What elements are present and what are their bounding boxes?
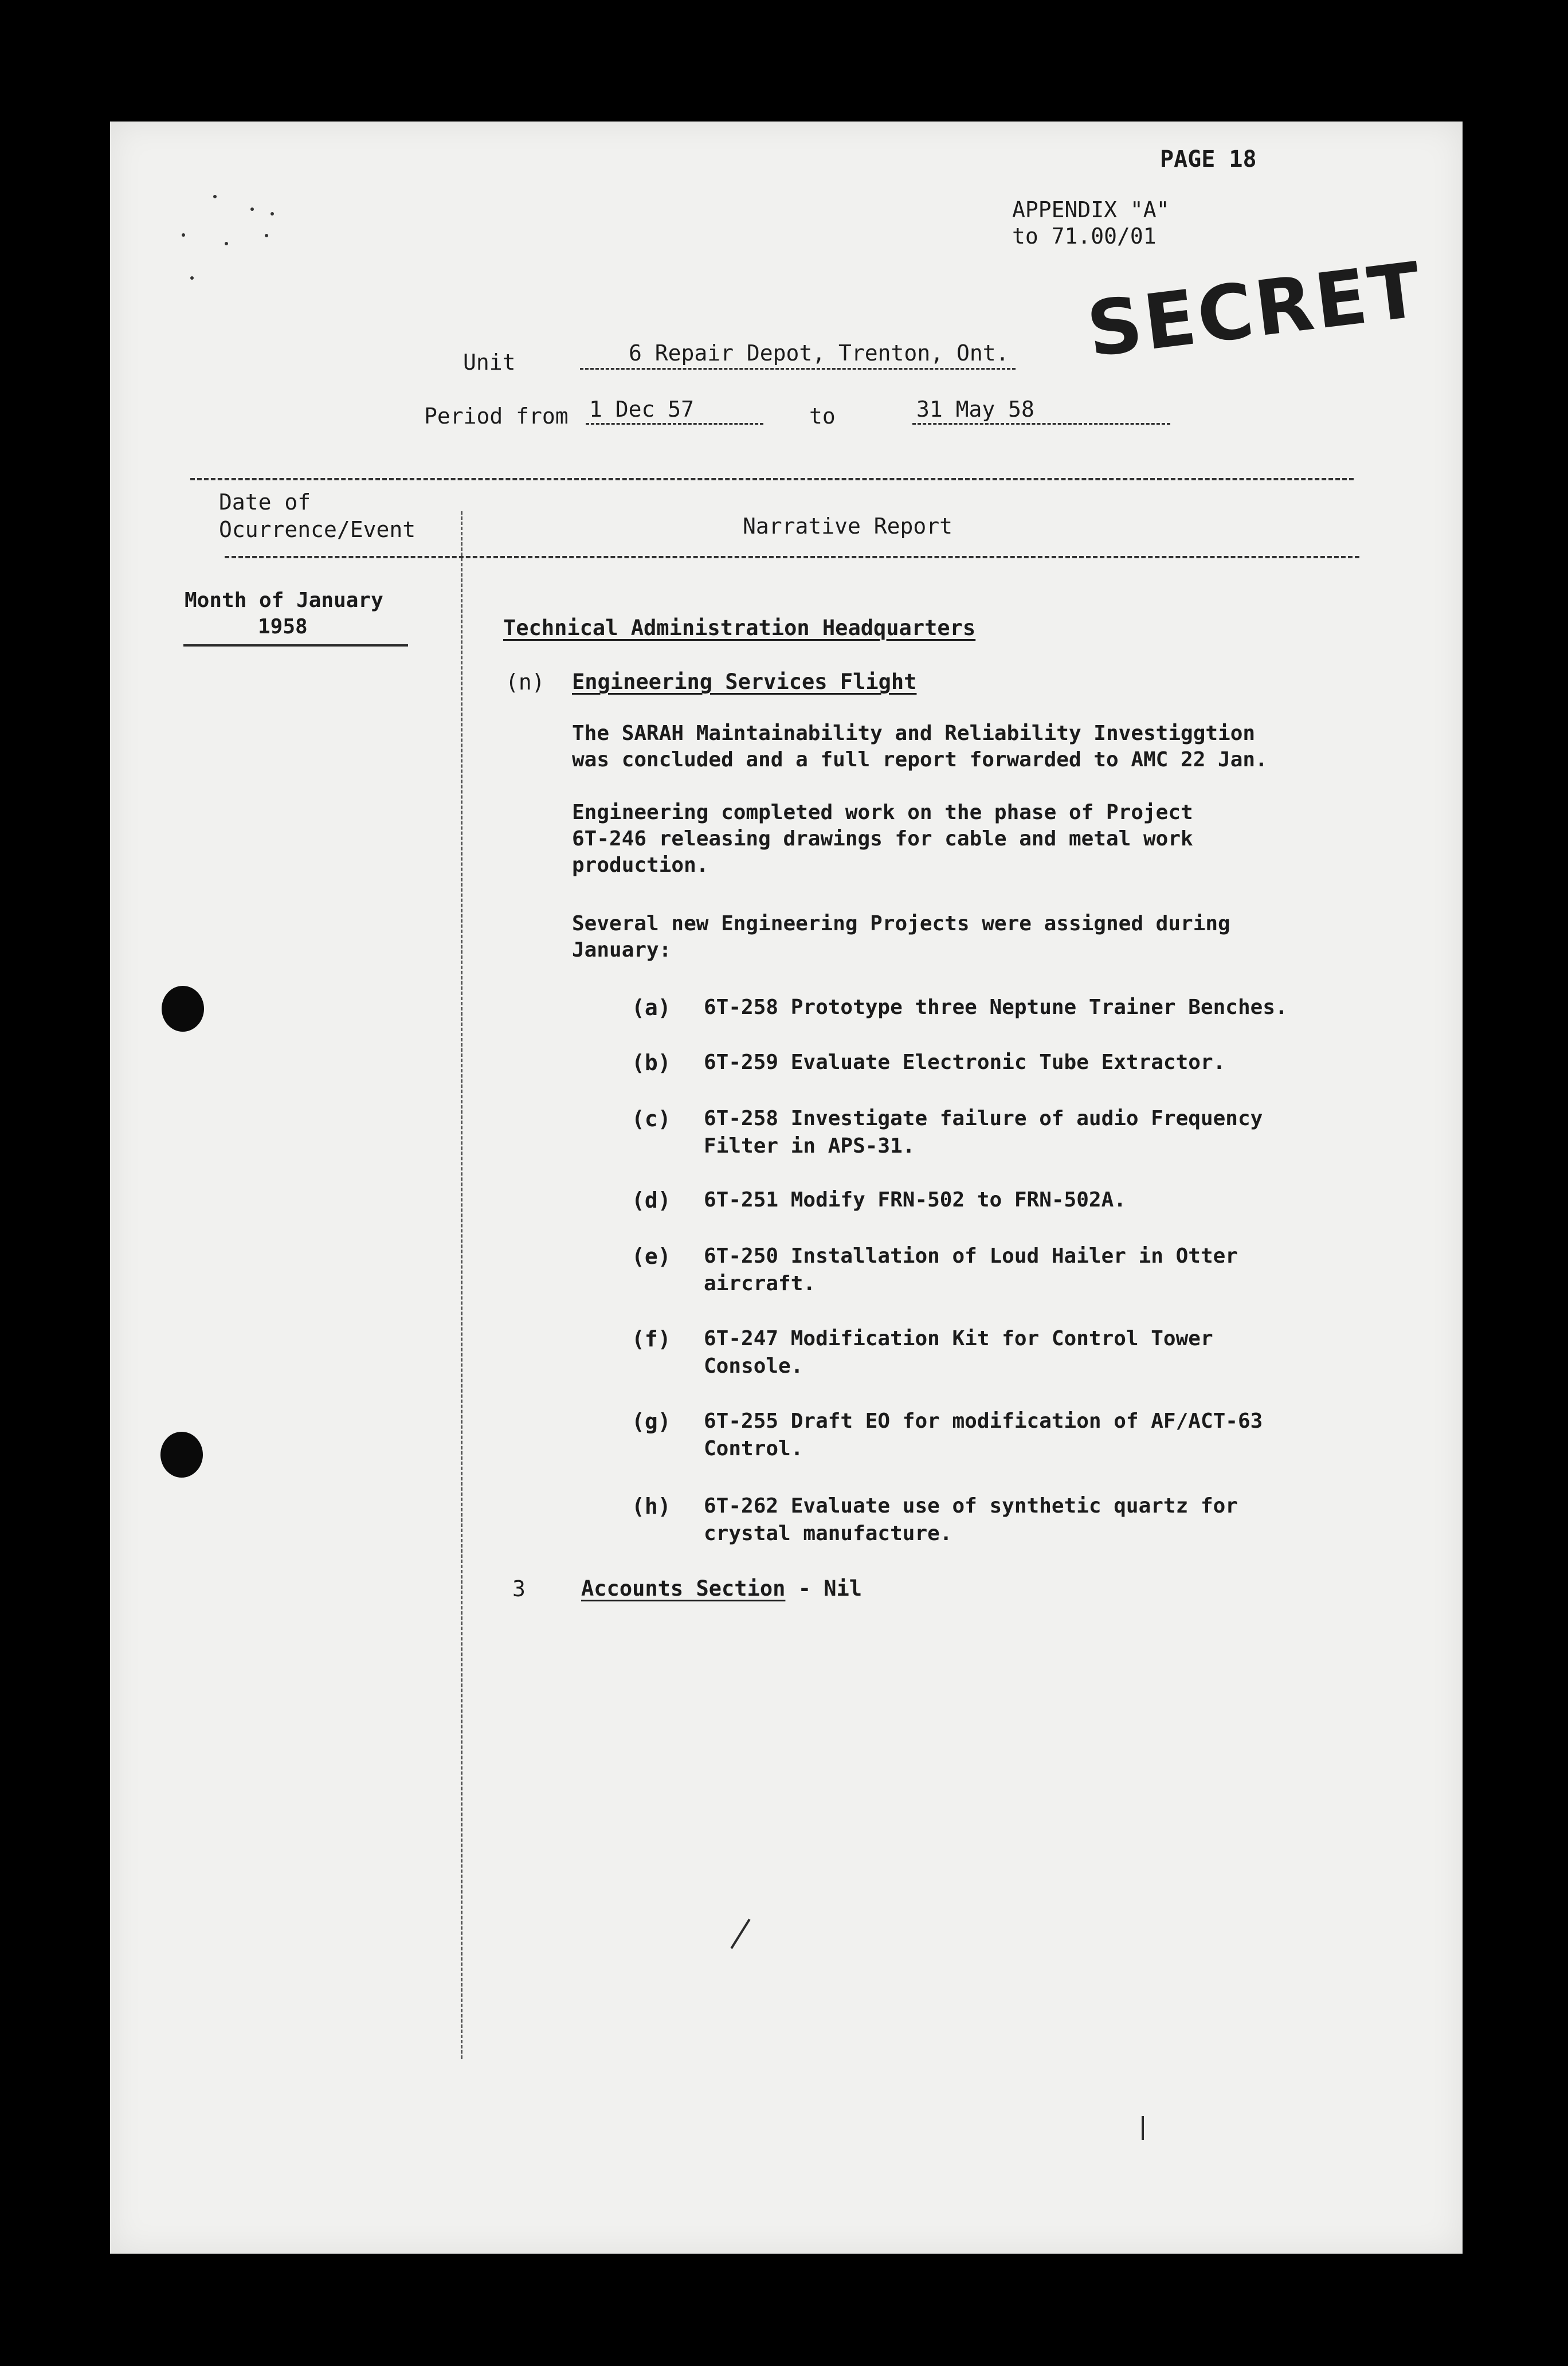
speck [250, 207, 254, 211]
project-item-text: 6T-258 Prototype three Neptune Trainer Benches. [704, 996, 1288, 1019]
project-item-label: (h) [632, 1494, 671, 1519]
speck [271, 212, 274, 216]
speck [182, 233, 185, 237]
unit-label: Unit [463, 350, 516, 375]
project-item-label: (c) [632, 1106, 671, 1131]
period-to-underline [912, 423, 1170, 425]
punch-hole-top [162, 986, 204, 1032]
paragraph-3-line-2: January: [572, 938, 672, 962]
section-3-suffix: - Nil [785, 1576, 863, 1601]
section-3-line [581, 1575, 862, 1603]
section-3-title: Accounts Section [581, 1576, 786, 1601]
stray-pen-mark [1142, 2116, 1144, 2140]
date-entry-underline [183, 644, 408, 647]
project-item-label: (d) [632, 1188, 671, 1213]
stray-pen-mark [730, 1918, 750, 1949]
section-n-title: Engineering Services Flight [572, 669, 917, 694]
header-rule-bottom [225, 556, 1359, 558]
project-item-text: 6T-255 Draft EO for modification of AF/ACT-63 Control. [704, 1409, 1263, 1460]
narrative-column-header: Narrative Report [743, 514, 953, 539]
project-item-text: 6T-259 Evaluate Electronic Tube Extractor. [704, 1051, 1226, 1074]
date-column-header-2: Ocurrence/Event [219, 517, 416, 542]
period-label: Period from [424, 404, 569, 429]
paragraph-1-line-2: was concluded and a full report forwarded to AMC 22 Jan. [572, 748, 1268, 771]
appendix-line-1: APPENDIX "A" [1012, 197, 1170, 222]
date-entry-month: Month of January [185, 589, 383, 612]
unit-value: 6 Repair Depot, Trenton, Ont. [629, 340, 1009, 366]
punch-hole-bottom [160, 1432, 203, 1478]
speck [225, 242, 228, 245]
date-column-header-1: Date of [219, 489, 311, 515]
project-item-text: 6T-258 Investigate failure of audio Frequency Filter in APS-31. [704, 1107, 1263, 1158]
secret-stamp: SECRET [1082, 245, 1428, 375]
paragraph-1-line-1: The SARAH Maintainability and Reliability Investiggtion [572, 722, 1256, 745]
period-from-value: 1 Dec 57 [589, 397, 695, 422]
column-divider [461, 511, 462, 2059]
project-item-label: (e) [632, 1244, 671, 1269]
project-item-text: 6T-247 Modification Kit for Control Tower Console. [704, 1327, 1213, 1378]
speck [265, 234, 268, 237]
date-entry-year: 1958 [258, 615, 308, 638]
project-item-label: (g) [632, 1409, 671, 1434]
section-3-marker: 3 [512, 1576, 526, 1601]
document-page [110, 122, 1463, 2254]
project-item-text: 6T-251 Modify FRN-502 to FRN-502A. [704, 1188, 1126, 1212]
project-item-label: (a) [632, 995, 671, 1020]
speck [190, 276, 194, 280]
paragraph-2-line-2: 6T-246 releasing drawings for cable and metal work [572, 827, 1193, 851]
period-to-label: to [809, 404, 836, 429]
section-n-marker: (n) [505, 669, 545, 695]
paragraph-2-line-3: production. [572, 853, 709, 877]
project-item-label: (b) [632, 1050, 671, 1075]
period-from-underline [586, 423, 763, 425]
paragraph-3-line-1: Several new Engineering Projects were assigned during [572, 912, 1230, 935]
project-item-text: 6T-250 Installation of Loud Hailer in Otter aircraft. [704, 1244, 1238, 1295]
section-heading: Technical Administration Headquarters [503, 616, 976, 640]
period-to-value: 31 May 58 [916, 397, 1034, 422]
paragraph-2-line-1: Engineering completed work on the phase of Project [572, 801, 1193, 824]
project-item-label: (f) [632, 1326, 671, 1352]
appendix-line-2: to 71.00/01 [1012, 224, 1157, 249]
header-rule-top [190, 478, 1354, 480]
page-number: PAGE 18 [1160, 146, 1257, 173]
unit-underline [580, 368, 1016, 370]
project-item-text: 6T-262 Evaluate use of synthetic quartz for crystal manufacture. [704, 1494, 1238, 1545]
speck [213, 195, 217, 198]
